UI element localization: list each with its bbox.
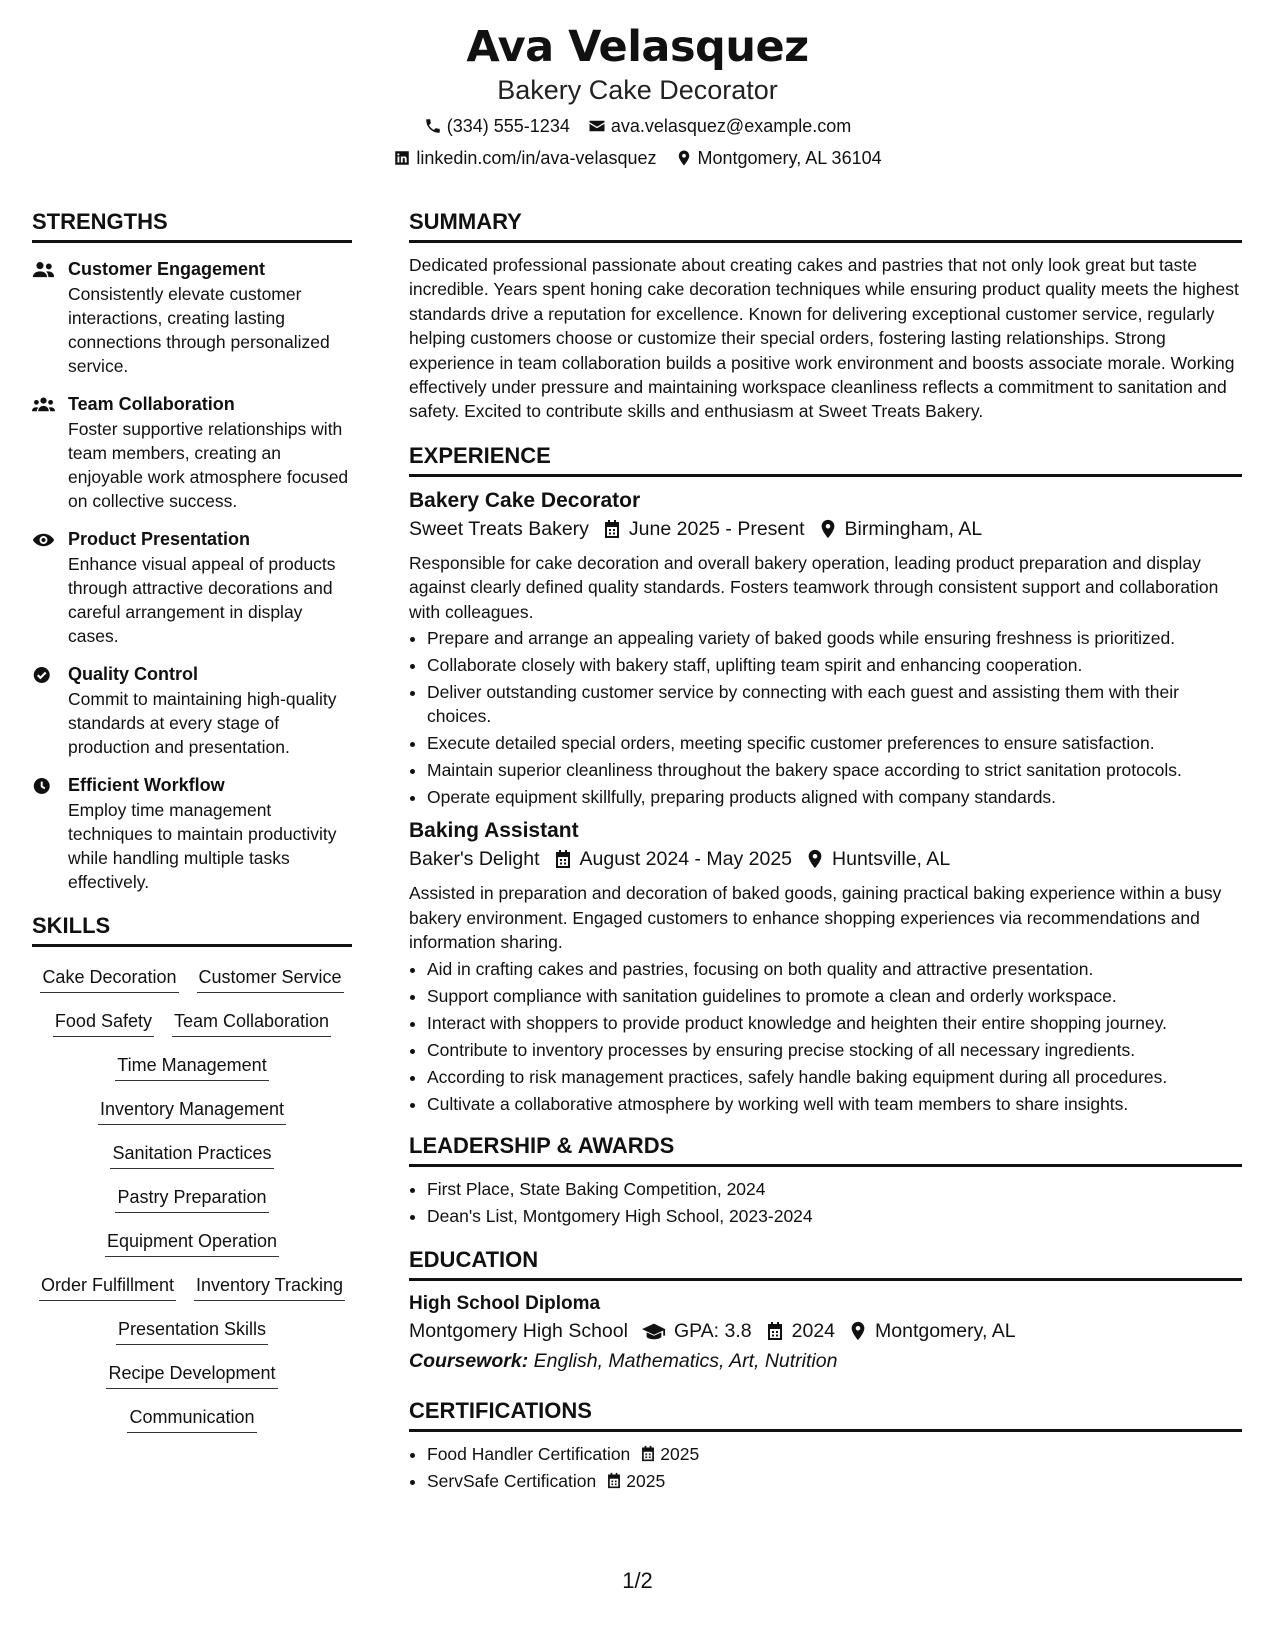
experience-heading: EXPERIENCE [409, 442, 1242, 477]
edu-school: Montgomery High School [409, 1319, 628, 1342]
job-bullet: • Operate equipment skillfully, preparing products aligned with company standards. [427, 785, 1242, 809]
clock-icon [32, 776, 55, 796]
job-location: Huntsville, AL [832, 848, 951, 871]
strength-desc: Employ time management techniques to maintain productivity while handling multiple tasks effectively. [68, 800, 337, 892]
strength-title: Efficient Workflow [68, 775, 225, 795]
skill-tag: Sanitation Practices [110, 1141, 273, 1169]
skill-tag: Customer Service [197, 965, 344, 993]
group-icon [32, 395, 55, 415]
left-column [32, 208, 352, 1433]
edu-degree: High School Diploma [409, 1292, 601, 1314]
job-company: Sweet Treats Bakery [409, 517, 589, 540]
job-title: Baking Assistant [409, 819, 579, 843]
eye-icon [32, 530, 55, 550]
job-bullets [409, 626, 1242, 809]
skill-tag: Food Safety [53, 1009, 154, 1037]
job-bullet: • Collaborate closely with bakery staff, uplifting team spirit and enhancing cooperation. [427, 653, 1242, 677]
strength-title: Quality Control [68, 664, 198, 684]
leadership-list [409, 1177, 1242, 1228]
calendar-icon [603, 519, 621, 539]
job-meta [409, 515, 1242, 543]
skill-tag: Team Collaboration [172, 1009, 331, 1037]
phone-text: (334) 555-1234 [446, 116, 570, 136]
map-pin-icon [675, 149, 693, 167]
contact-row-2 [0, 146, 1275, 170]
edu-gpa: GPA: 3.8 [673, 1319, 752, 1342]
skills-heading: SKILLS [32, 912, 352, 947]
education-heading: EDUCATION [409, 1246, 1242, 1281]
check-circle-icon [32, 665, 55, 685]
cert-name: • Food Handler Certification [427, 1443, 631, 1464]
map-pin-icon [806, 849, 824, 869]
cert-item [427, 1469, 1242, 1493]
job-bullet: • Prepare and arrange an appealing variety of baked goods while ensuring freshness is prioritized. [427, 626, 1242, 650]
job-bullet: • According to risk management practices, safely handle baking equipment during all procedures. [427, 1065, 1242, 1089]
coursework-list: English, Mathematics, Art, Nutrition [533, 1349, 838, 1372]
job-location: Birmingham, AL [844, 517, 983, 540]
skill-tag: Presentation Skills [116, 1317, 268, 1345]
strength-desc: Commit to maintaining high-quality standards at every stage of production and presentation. [68, 689, 337, 757]
resume-header [0, 20, 1275, 170]
strength-desc: Foster supportive relationships with team members, creating an enjoyable work atmosphere focused on collective success. [68, 419, 349, 511]
job-entry [409, 487, 1242, 810]
job-description: Assisted in preparation and decoration of baked goods, gaining practical baking experience within a busy bakery environment. Engaged customers to enhance shopping experiences via recommendations and information sharing. [409, 883, 1222, 953]
edu-meta [409, 1317, 1242, 1345]
skill-tag: Time Management [115, 1053, 268, 1081]
cert-year: 2025 [660, 1443, 700, 1464]
job-bullet: • Contribute to inventory processes by ensuring precise stocking of all necessary ingredients. [427, 1038, 1242, 1062]
skill-tag: Recipe Development [106, 1361, 277, 1389]
linkedin-icon [393, 149, 411, 167]
email-item[interactable] [588, 114, 851, 138]
job-bullet: • Deliver outstanding customer service by connecting with each guest and assisting them with their choices. [427, 680, 1242, 728]
summary-text: Dedicated professional passionate about creating cakes and pastries that not only look great but taste incredible. Years spent honing cake decoration techniques while ensuring product quality meets the highest standards drive a reputation for excellence. Known for delivering exceptional customer service, regularly helping customers choose or customize their special orders, fostering lasting relationships. Strong experience in team collaboration builds a positive work environment and boosts associate morale. Working effectively under pressure and maintaining workspace cleanliness reflects a commitment to sanitation and safety. Excited to contribute skills and enthusiasm at Sweet Treats Bakery. [409, 255, 1239, 422]
job-bullet: • Interact with shoppers to provide product knowledge and heighten their entire shopping journey. [427, 1011, 1242, 1035]
users-icon [32, 260, 55, 280]
cert-year: 2025 [626, 1470, 666, 1491]
candidate-title: Bakery Cake Decorator [497, 75, 778, 105]
calendar-icon [766, 1321, 784, 1341]
strength-item [32, 773, 352, 894]
job-bullet: • Execute detailed special orders, meeting specific customer preferences to ensure satisfaction. [427, 731, 1242, 755]
job-bullet: • Support compliance with sanitation guidelines to promote a clean and orderly workspace. [427, 984, 1242, 1008]
strength-item [32, 527, 352, 648]
skill-tag: Inventory Tracking [194, 1273, 345, 1301]
job-dates: August 2024 - May 2025 [579, 848, 793, 871]
certifications-heading: CERTIFICATIONS [409, 1397, 1242, 1432]
cert-item [427, 1442, 1242, 1466]
strength-desc: Consistently elevate customer interactions, creating lasting connections through personalized service. [68, 284, 330, 376]
job-meta [409, 845, 1242, 873]
job-entry [409, 817, 1242, 1116]
skill-tag: Cake Decoration [40, 965, 178, 993]
certifications-list [409, 1442, 1242, 1493]
graduation-cap-icon [642, 1321, 666, 1341]
linkedin-item[interactable] [393, 146, 656, 170]
phone-item [424, 114, 570, 138]
job-company: Baker's Delight [409, 848, 540, 871]
strength-item [32, 392, 352, 513]
strength-item [32, 257, 352, 378]
edu-year: 2024 [791, 1319, 836, 1342]
skill-tag: Inventory Management [98, 1097, 286, 1125]
candidate-name: Ava Velasquez [466, 22, 809, 72]
award-item: • First Place, State Baking Competition, 2024 [427, 1177, 1242, 1201]
award-item: • Dean's List, Montgomery High School, 2023-2024 [427, 1204, 1242, 1228]
calendar-icon [606, 1472, 622, 1489]
job-description: Responsible for cake decoration and overall bakery operation, leading product preparation and display against clearly defined quality standards. Fosters teamwork through consistent support and collaboration with colleagues. [409, 552, 1219, 622]
map-pin-icon [819, 519, 837, 539]
contact-row-1 [0, 114, 1275, 138]
edu-coursework [409, 1347, 1242, 1375]
skill-tag: Equipment Operation [105, 1229, 279, 1257]
page-number: 1/2 [622, 1568, 653, 1593]
strength-item [32, 662, 352, 759]
email-text[interactable]: ava.velasquez@example.com [610, 116, 852, 136]
job-bullet: • Cultivate a collaborative atmosphere by working well with team members to share insights. [427, 1092, 1242, 1116]
map-pin-icon [849, 1321, 867, 1341]
job-title: Bakery Cake Decorator [409, 488, 641, 512]
strengths-heading: STRENGTHS [32, 208, 352, 243]
job-bullet: • Aid in crafting cakes and pastries, focusing on both quality and attractive presentation. [427, 957, 1242, 981]
leadership-heading: LEADERSHIP & AWARDS [409, 1132, 1242, 1167]
skill-tag: Communication [127, 1405, 256, 1433]
skills-list [32, 965, 352, 1433]
skill-tag: Order Fulfillment [39, 1273, 176, 1301]
phone-icon [424, 117, 442, 135]
right-column [409, 208, 1242, 1501]
job-bullets [409, 957, 1242, 1116]
location-text: Montgomery, AL 36104 [697, 148, 882, 168]
strength-title: Team Collaboration [68, 394, 235, 414]
linkedin-text[interactable]: linkedin.com/in/ava-velasquez [416, 148, 657, 168]
email-icon [588, 117, 606, 135]
coursework-label: Coursework: [409, 1349, 529, 1372]
strength-title: Product Presentation [68, 529, 251, 549]
calendar-icon [640, 1445, 656, 1462]
location-item [675, 146, 882, 170]
strengths-list [32, 257, 352, 894]
job-bullet: • Maintain superior cleanliness throughout the bakery space according to strict sanitation protocols. [427, 758, 1242, 782]
strength-desc: Enhance visual appeal of products through attractive decorations and careful arrangement in display cases. [68, 554, 336, 646]
job-dates: June 2025 - Present [628, 517, 805, 540]
cert-name: • ServSafe Certification [427, 1470, 597, 1491]
calendar-icon [554, 849, 572, 869]
strength-title: Customer Engagement [68, 259, 266, 279]
skill-tag: Pastry Preparation [115, 1185, 268, 1213]
edu-location: Montgomery, AL [875, 1319, 1016, 1342]
summary-heading: SUMMARY [409, 208, 1242, 243]
